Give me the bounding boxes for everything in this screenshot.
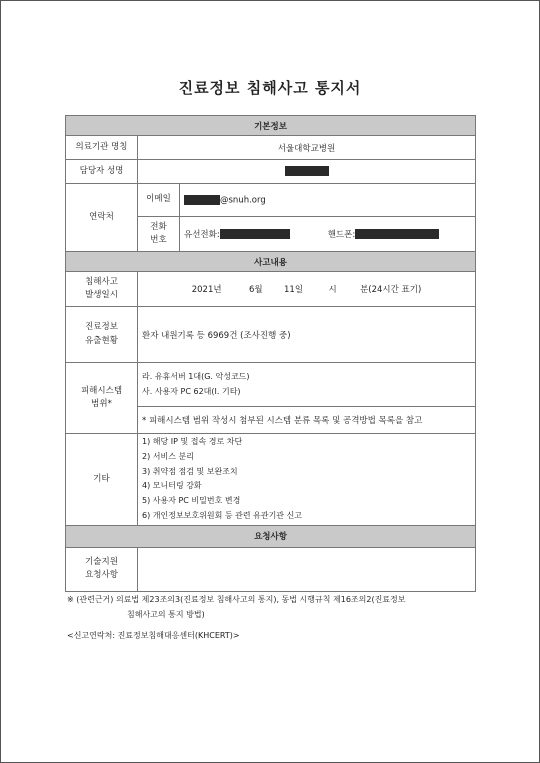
etc-item: 1) 해당 IP 및 접속 경로 차단 xyxy=(142,437,243,446)
etc-row xyxy=(66,434,476,526)
etc-label: 기타 xyxy=(66,434,138,526)
legal-basis-line-2: 침해사고의 통지 방법) xyxy=(127,610,205,619)
redacted-name-block xyxy=(285,166,329,176)
leak-label-line-2: 유출현황 xyxy=(85,335,118,346)
system-value[interactable] xyxy=(138,363,476,407)
tech-support-label-line-1: 기술지원 xyxy=(85,557,118,568)
landline-label: 유선전화: xyxy=(184,230,220,240)
document-title: 진료정보 침해사고 통지서 xyxy=(178,79,362,97)
section-incident-header: 사고내용 xyxy=(66,252,476,272)
notice-form-table xyxy=(65,115,476,592)
email-value[interactable] xyxy=(180,184,476,217)
leak-row xyxy=(66,307,476,363)
system-line-2: 사. 사용자 PC 62대(I. 기타) xyxy=(142,386,241,396)
phone-label xyxy=(138,217,180,252)
tech-support-row xyxy=(66,547,476,591)
occur-month: 6월 xyxy=(248,285,263,295)
institution-label: 의료기관 명칭 xyxy=(66,136,138,160)
occur-year: 2021년 xyxy=(191,285,222,295)
contact-label: 연락처 xyxy=(66,184,138,252)
system-line-1: 라. 유휴서버 1대(G. 악성코드) xyxy=(142,371,250,381)
occurrence-value[interactable] xyxy=(138,272,476,307)
phone-value xyxy=(180,217,476,252)
manager-label: 담당자 성명 xyxy=(66,160,138,184)
leak-label xyxy=(66,307,138,363)
etc-item: 5) 사용자 PC 비밀번호 변경 xyxy=(142,496,241,506)
occurrence-row xyxy=(66,272,476,307)
etc-item: 3) 취약점 점검 및 보완조치 xyxy=(142,466,238,476)
occur-minute: 분(24시간 표기) xyxy=(360,285,422,295)
legal-basis-note xyxy=(67,592,487,622)
section-request-header: 요청사항 xyxy=(66,525,476,547)
manager-row xyxy=(66,160,476,184)
etc-item: 6) 개인정보보호위원회 등 관련 유관기관 신고 xyxy=(142,510,303,520)
occurrence-label-line-1: 침해사고 xyxy=(85,276,118,287)
system-label-line-2: 범위* xyxy=(91,399,112,409)
leak-value[interactable]: 환자 내원기록 등 6969건 (조사진행 중) xyxy=(138,307,476,363)
mobile-label: 핸드폰: xyxy=(327,230,356,240)
tech-support-value[interactable] xyxy=(138,547,476,591)
occur-day: 11일 xyxy=(284,285,304,295)
leak-label-line-1: 진료정보 xyxy=(85,322,118,333)
system-label-line-1: 피해시스템 xyxy=(80,385,123,396)
section-request-header-row xyxy=(66,525,476,547)
section-basic-header-row xyxy=(66,116,476,136)
system-label xyxy=(66,363,138,434)
tech-support-label xyxy=(66,547,138,591)
email-label: 이메일 xyxy=(138,184,180,217)
section-incident-header-row xyxy=(66,252,476,272)
etc-value[interactable] xyxy=(138,434,476,526)
section-basic-header: 기본정보 xyxy=(66,116,476,136)
email-row xyxy=(66,184,476,217)
occur-hour: 시 xyxy=(328,285,337,295)
institution-row xyxy=(66,136,476,160)
legal-basis-line-1: ※ (관련근거) 의료법 제23조의3(진료정보 침해사고의 통지), 동법 시행규칙 제16조의2(진료정보 xyxy=(67,595,406,604)
redacted-mobile-block[interactable] xyxy=(355,229,439,239)
report-contact: <신고연락처: 진료정보침해대응센터(KHCERT)> xyxy=(67,631,240,640)
phone-label-line-1: 전화 xyxy=(150,221,167,232)
phone-label-line-2: 번호 xyxy=(150,235,167,245)
occurrence-label-line-2: 발생일시 xyxy=(85,290,118,300)
tech-support-label-line-2: 요청사항 xyxy=(85,570,118,581)
system-note: * 피해시스템 범위 작성시 첨부된 시스템 분류 목록 및 공격방법 목록을 참고 xyxy=(138,407,476,434)
occurrence-label xyxy=(66,272,138,307)
institution-value[interactable]: 서울대학교병원 xyxy=(138,136,476,160)
redacted-landline-block[interactable] xyxy=(220,229,290,239)
etc-item: 2) 서비스 분리 xyxy=(142,451,194,461)
etc-item: 4) 모니터링 강화 xyxy=(142,481,202,491)
system-row xyxy=(66,363,476,407)
email-domain: @snuh.org xyxy=(220,195,266,206)
manager-value[interactable] xyxy=(138,160,476,184)
redacted-email-block xyxy=(184,195,220,205)
